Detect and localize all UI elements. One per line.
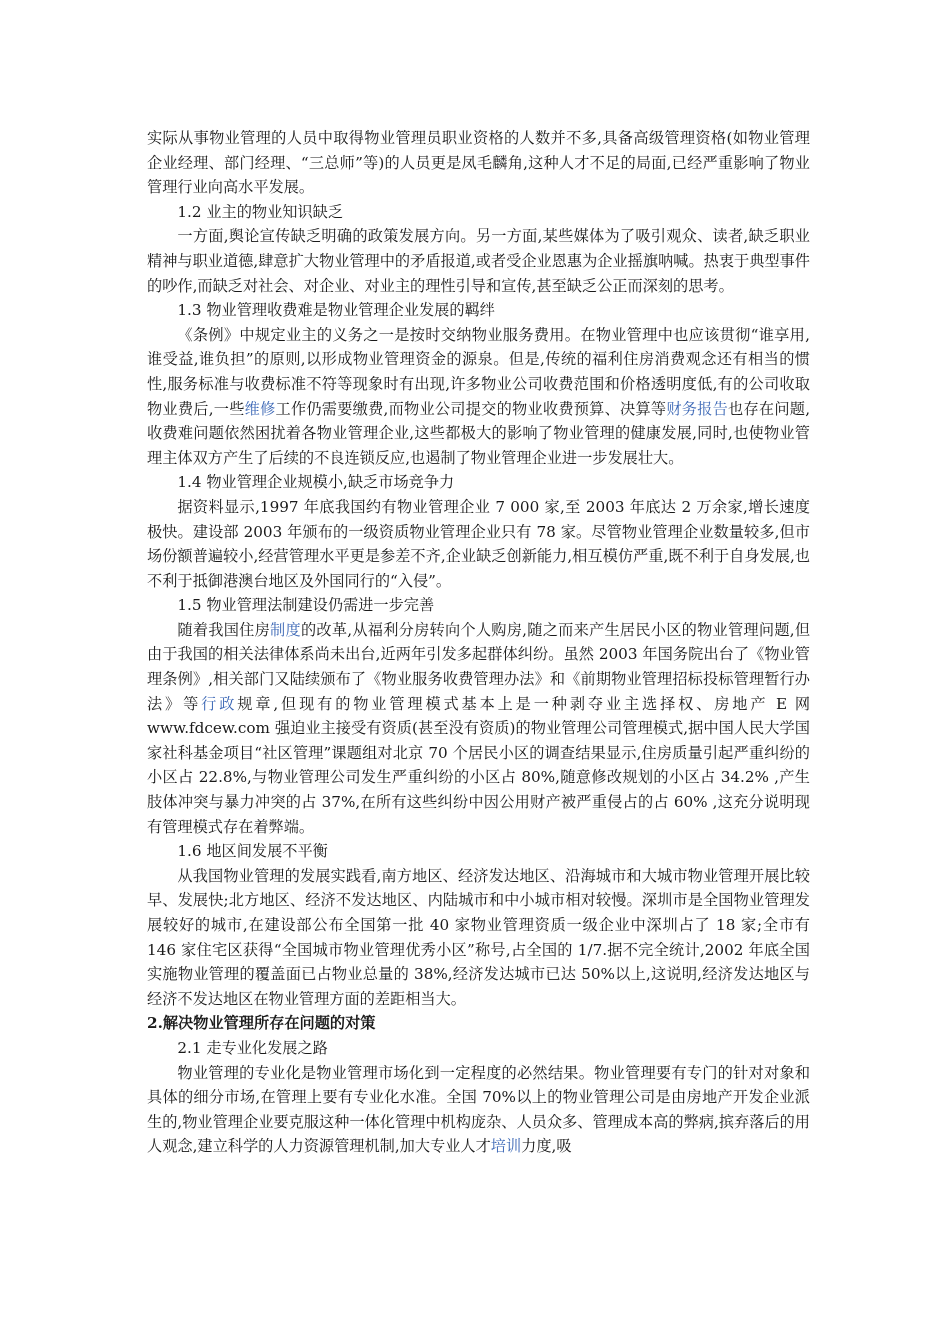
section-heading-1-4: 1.4 物业管理企业规模小,缺乏市场竞争力 bbox=[177, 473, 455, 492]
section-heading-1-5: 1.5 物业管理法制建设仍需进一步完善 bbox=[177, 596, 435, 615]
section-heading-2-1: 2.1 走专业化发展之路 bbox=[177, 1038, 328, 1057]
link-peixun[interactable]: 培训 bbox=[490, 1137, 522, 1156]
link-xingzheng[interactable]: 行政 bbox=[201, 694, 238, 713]
section-heading-1-2: 1.2 业主的物业知识缺乏 bbox=[177, 202, 344, 221]
link-weixiu[interactable]: 维修 bbox=[244, 399, 276, 418]
paragraph-talent-shortage: 实际从事物业管理的人员中取得物业管理员职业资格的人数并不多,具备高级管理资格(如物业管理企业经理、部门经理、“三总师”等)的人员更是凤毛麟角,这种人才不足的局面,已经严重影响了物业管理行业向高水平发展。 bbox=[147, 129, 810, 197]
paragraph-2-1: 物业管理的专业化是物业管理市场化到一定程度的必然结果。物业管理要有专门的针对对象和具体的细分市场,在管理上要有专业化水准。全国 70%以上的物业管理公司是由房地产开发企业派生的,物业管理企业要克服这种一体化管理中机构庞杂、人员众多、管理成本高的弊病,摈弃落后的用人观念,建立科学的人力资源管理机制,加大专业人才培训力度,吸 bbox=[147, 1063, 810, 1156]
paragraph-1-4: 据资料显示,1997 年底我国约有物业管理企业 7 000 家,至 2003 年底达 2 万余家,增长速度极快。建设部 2003 年颁布的一级资质物业管理企业只有 78 家。尽管物业管理企业数量较多,但市场份额普遍较小,经营管理水平更是参差不齐,企业缺乏创新能力,相互模仿严重,既不利于自身发展,也不利于抵御港澳台地区及外国同行的“入侵”。 bbox=[147, 497, 810, 590]
link-zhidu[interactable]: 制度 bbox=[270, 620, 301, 639]
link-financial-report[interactable]: 财务报告 bbox=[666, 399, 729, 418]
paragraph-1-6: 从我国物业管理的发展实践看,南方地区、经济发达地区、沿海城市和大城市物业管理开展比较早、发展快;北方地区、经济不发达地区、内陆城市和中小城市相对较慢。深圳市是全国物业管理发展较好的城市,在建设部公布全国第一批 40 家物业管理资质一级企业中深圳占了 18 家;全市有 146 家住宅区获得“全国城市物业管理优秀小区”称号,占全国的 1/7.据不完全统计,2002 年底全国实施物业管理的覆盖面已占物业总量的 38%,经济发达城市已达 50%以上,这说明,经济发达地区与经济不发达地区在物业管理方面的差距相当大。 bbox=[147, 866, 810, 1008]
paragraph-1-5: 随着我国住房制度的改革,从福利分房转向个人购房,随之而来产生居民小区的物业管理问题,但由于我国的相关法律体系尚未出台,近两年引发多起群体纠纷。虽然 2003 年国务院出台了《物业管理条例》,相关部门又陆续颁布了《物业服务收费管理办法》和《前期物业管理招标投标管理暂行办法》等行政规章,但现有的物业管理模式基本上是一种剥夺业主选择权、房地产 E 网 www.fdcew.com 强迫业主接受有资质(甚至没有资质)的物业管理公司管理模式,据中国人民大学国家社科基金项目“社区管理”课题组对北京 70 个居民小区的调查结果显示,住房质量引起严重纠纷的小区占 22.8%,与物业管理公司发生严重纠纷的小区占 80%,随意修改规划的小区占 34.2% ,产生肢体冲突与暴力冲突的占 37%,在所有这些纠纷中因公用财产被严重侵占的占 60% ,这充分说明现有管理模式存在着弊端。 bbox=[147, 620, 811, 836]
section-heading-2: 2.解决物业管理所存在问题的对策 bbox=[147, 1014, 376, 1033]
section-heading-1-6: 1.6 地区间发展不平衡 bbox=[177, 842, 328, 861]
paragraph-1-3: 《条例》中规定业主的义务之一是按时交纳物业服务费用。在物业管理中也应该贯彻“谁享用,谁受益,谁负担”的原则,以形成物业管理资金的源泉。但是,传统的福利住房消费观念还有相当的惯性,服务标准与收费标准不符等现象时有出现,许多物业公司收费范围和价格透明度低,有的公司收取物业费后,一些维修工作仍需要缴费,而物业公司提交的物业收费预算、决算等财务报告也存在问题,收费难问题依然困扰着各物业管理企业,这些都极大的影响了物业管理的健康发展,同时,也使物业管理主体双方产生了后续的不良连锁反应,也遏制了物业管理企业进一步发展壮大。 bbox=[147, 325, 811, 467]
paragraph-1-2: 一方面,舆论宣传缺乏明确的政策发展方向。另一方面,某些媒体为了吸引观众、读者,缺乏职业精神与职业道德,肆意扩大物业管理中的矛盾报道,或者受企业恩惠为企业摇旗呐喊。热衷于典型事件的吵作,而缺乏对社会、对企业、对业主的理性引导和宣传,甚至缺乏公正而深刻的思考。 bbox=[147, 227, 810, 295]
section-heading-1-3: 1.3 物业管理收费难是物业管理企业发展的羁绊 bbox=[177, 301, 495, 320]
document-body bbox=[147, 126, 810, 1159]
